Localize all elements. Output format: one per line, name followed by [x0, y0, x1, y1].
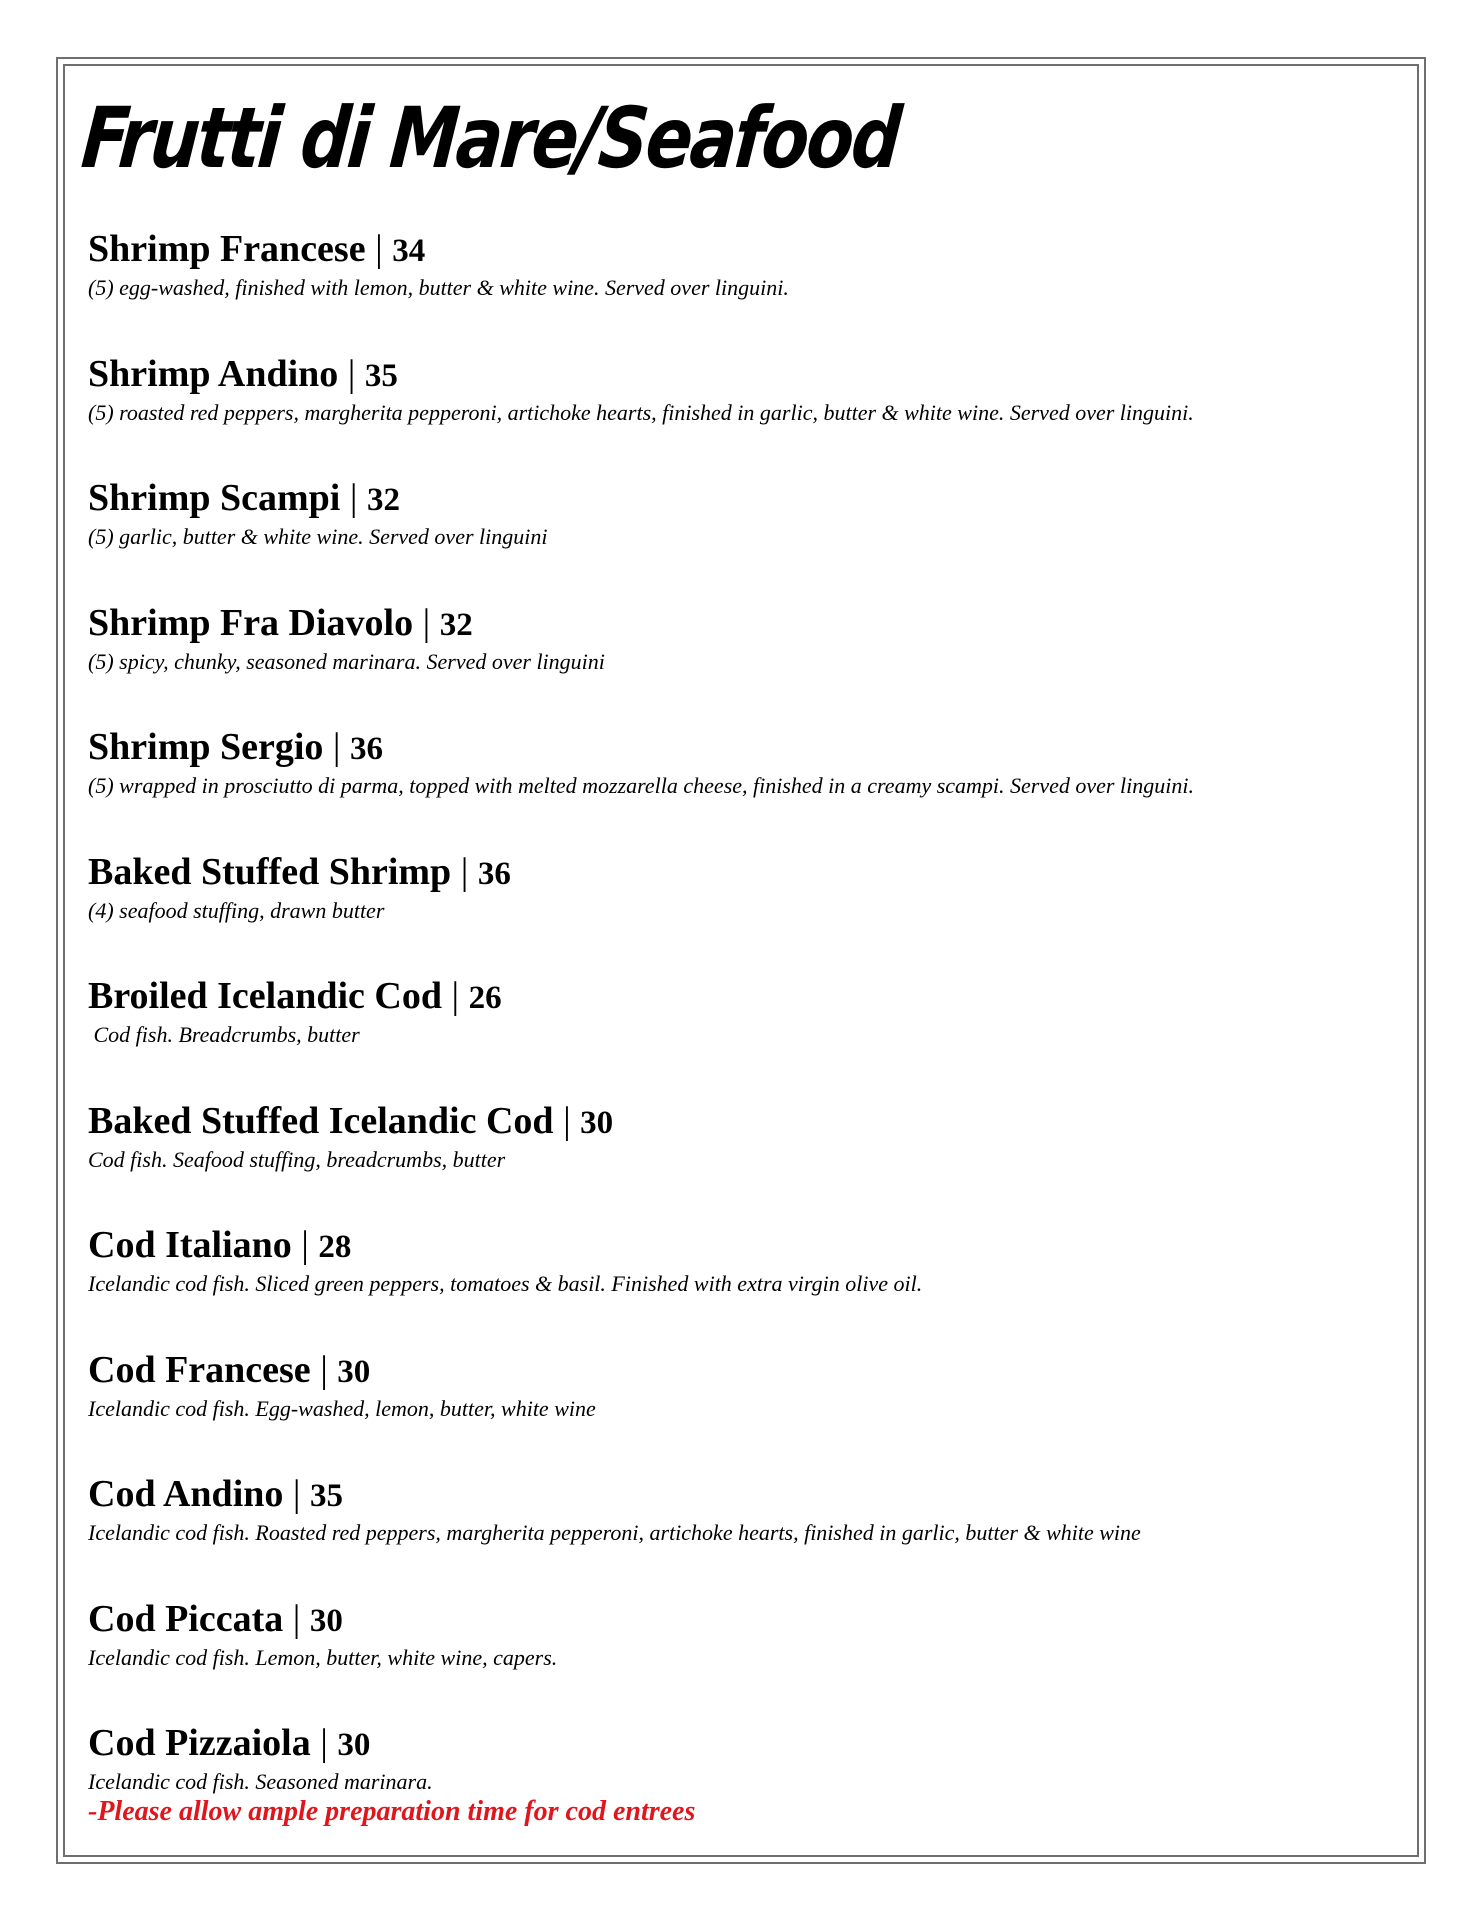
- menu-item-description: Icelandic cod fish. Seasoned marinara.: [88, 1769, 433, 1794]
- menu-item-heading: [88, 1471, 1408, 1519]
- menu-item-heading: [88, 1347, 1408, 1395]
- price-separator: |: [451, 975, 460, 1017]
- price-separator: |: [460, 850, 469, 893]
- menu-item-description: (5) wrapped in prosciutto di parma, topped with melted mozzarella cheese, finished in a creamy scampi. Served over linguini.: [88, 773, 1194, 798]
- price-separator: |: [563, 1099, 571, 1142]
- menu-item-description: Icelandic cod fish. Roasted red peppers, margherita pepperoni, artichoke hearts, finished in garlic, butter & white wine: [88, 1520, 1141, 1545]
- price-separator: |: [320, 1348, 328, 1391]
- price-separator: |: [301, 1224, 309, 1266]
- price-separator: |: [320, 1722, 328, 1764]
- menu-item-heading: [88, 351, 1408, 399]
- menu-item-heading: [88, 1222, 1408, 1270]
- menu-item-price: 34: [392, 233, 426, 269]
- menu-item-shrimp-francese: [88, 226, 1408, 351]
- menu-item-price: 36: [350, 731, 384, 767]
- menu-item-heading: [88, 1098, 1408, 1146]
- menu-item-name: Broiled Icelandic Cod: [88, 975, 442, 1017]
- menu-item-description: Icelandic cod fish. Sliced green peppers, tomatoes & basil. Finished with extra virgin olive oil.: [88, 1271, 923, 1296]
- menu-item-price: 30: [309, 1602, 343, 1639]
- menu-item-price: 28: [318, 1229, 352, 1265]
- price-separator: |: [347, 352, 356, 395]
- menu-item-baked-stuffed-shrimp: [88, 849, 1408, 974]
- price-separator: |: [422, 601, 431, 644]
- price-separator: |: [375, 228, 383, 270]
- menu-item-shrimp-sergio: [88, 724, 1408, 849]
- menu-item-heading: [88, 724, 1408, 772]
- menu-item-description: Cod fish. Seafood stuffing, breadcrumbs, butter: [88, 1146, 506, 1172]
- menu-item-heading: [88, 849, 1408, 897]
- menu-item-description: Icelandic cod fish. Egg-washed, lemon, butter, white wine: [88, 1395, 596, 1421]
- menu-item-price: 32: [439, 606, 473, 643]
- menu-item-price: 26: [468, 980, 502, 1016]
- menu-item-heading: [88, 226, 1408, 274]
- menu-item-name: Cod Pizzaiola: [88, 1722, 311, 1764]
- menu-item-name: Shrimp Francese: [88, 228, 366, 270]
- menu-item-description: Cod fish. Breadcrumbs, butter: [88, 1022, 360, 1047]
- menu-item-heading: [88, 1720, 1408, 1768]
- menu-item-shrimp-scampi: [88, 475, 1408, 600]
- price-separator: |: [292, 1597, 301, 1640]
- menu-item-description: Icelandic cod fish. Lemon, butter, white wine, capers.: [88, 1644, 558, 1670]
- menu-item-description: (5) spicy, chunky, seasoned marinara. Served over linguini: [88, 648, 605, 674]
- menu-item-price: 30: [337, 1353, 371, 1390]
- menu-item-baked-stuffed-icelandic-cod: [88, 1098, 1408, 1223]
- page-title: Frutti di Mare/Seafood: [78, 89, 903, 187]
- menu-item-broiled-icelandic-cod: [88, 973, 1408, 1098]
- menu-item-price: 30: [580, 1104, 614, 1141]
- menu-item-heading: [88, 1596, 1408, 1644]
- menu-list: [88, 226, 1408, 1845]
- menu-item-price: 30: [337, 1727, 371, 1763]
- menu-item-description: (5) egg-washed, finished with lemon, butter & white wine. Served over linguini.: [88, 275, 789, 300]
- menu-item-cod-andino: [88, 1471, 1408, 1596]
- menu-item-price: 32: [366, 482, 400, 518]
- menu-item-cod-italiano: [88, 1222, 1408, 1347]
- menu-item-cod-francese: [88, 1347, 1408, 1472]
- cod-preparation-note: -Please allow ample preparation time for cod entrees: [88, 1796, 696, 1827]
- menu-item-name: Shrimp Andino: [88, 352, 339, 395]
- menu-item-name: Baked Stuffed Shrimp: [88, 850, 452, 893]
- menu-item-shrimp-andino: [88, 351, 1408, 476]
- menu-item-name: Cod Piccata: [88, 1597, 284, 1640]
- price-separator: |: [332, 726, 341, 768]
- menu-item-heading: [88, 600, 1408, 648]
- menu-item-heading: [88, 973, 1408, 1021]
- price-separator: |: [292, 1473, 301, 1515]
- menu-item-price: 35: [364, 357, 398, 394]
- menu-item-shrimp-fra-diavolo: [88, 600, 1408, 725]
- menu-item-name: Cod Francese: [88, 1348, 311, 1391]
- menu-item-name: Shrimp Sergio: [88, 726, 324, 768]
- menu-item-cod-piccata: [88, 1596, 1408, 1721]
- price-separator: |: [349, 477, 358, 519]
- menu-item-description: (5) roasted red peppers, margherita pepperoni, artichoke hearts, finished in garlic, butter & white wine. Served over linguini.: [88, 399, 1194, 425]
- menu-item-name: Baked Stuffed Icelandic Cod: [88, 1099, 554, 1142]
- menu-item-name: Shrimp Fra Diavolo: [88, 601, 414, 644]
- menu-item-name: Shrimp Scampi: [88, 477, 341, 519]
- menu-item-price: 36: [477, 855, 511, 892]
- menu-item-price: 35: [310, 1478, 343, 1514]
- menu-item-name: Cod Andino: [88, 1473, 284, 1515]
- menu-item-name: Cod Italiano: [88, 1224, 292, 1266]
- menu-item-description: (5) garlic, butter & white wine. Served over linguini: [88, 524, 548, 549]
- menu-item-heading: [88, 475, 1408, 523]
- menu-item-description: (4) seafood stuffing, drawn butter: [88, 897, 385, 923]
